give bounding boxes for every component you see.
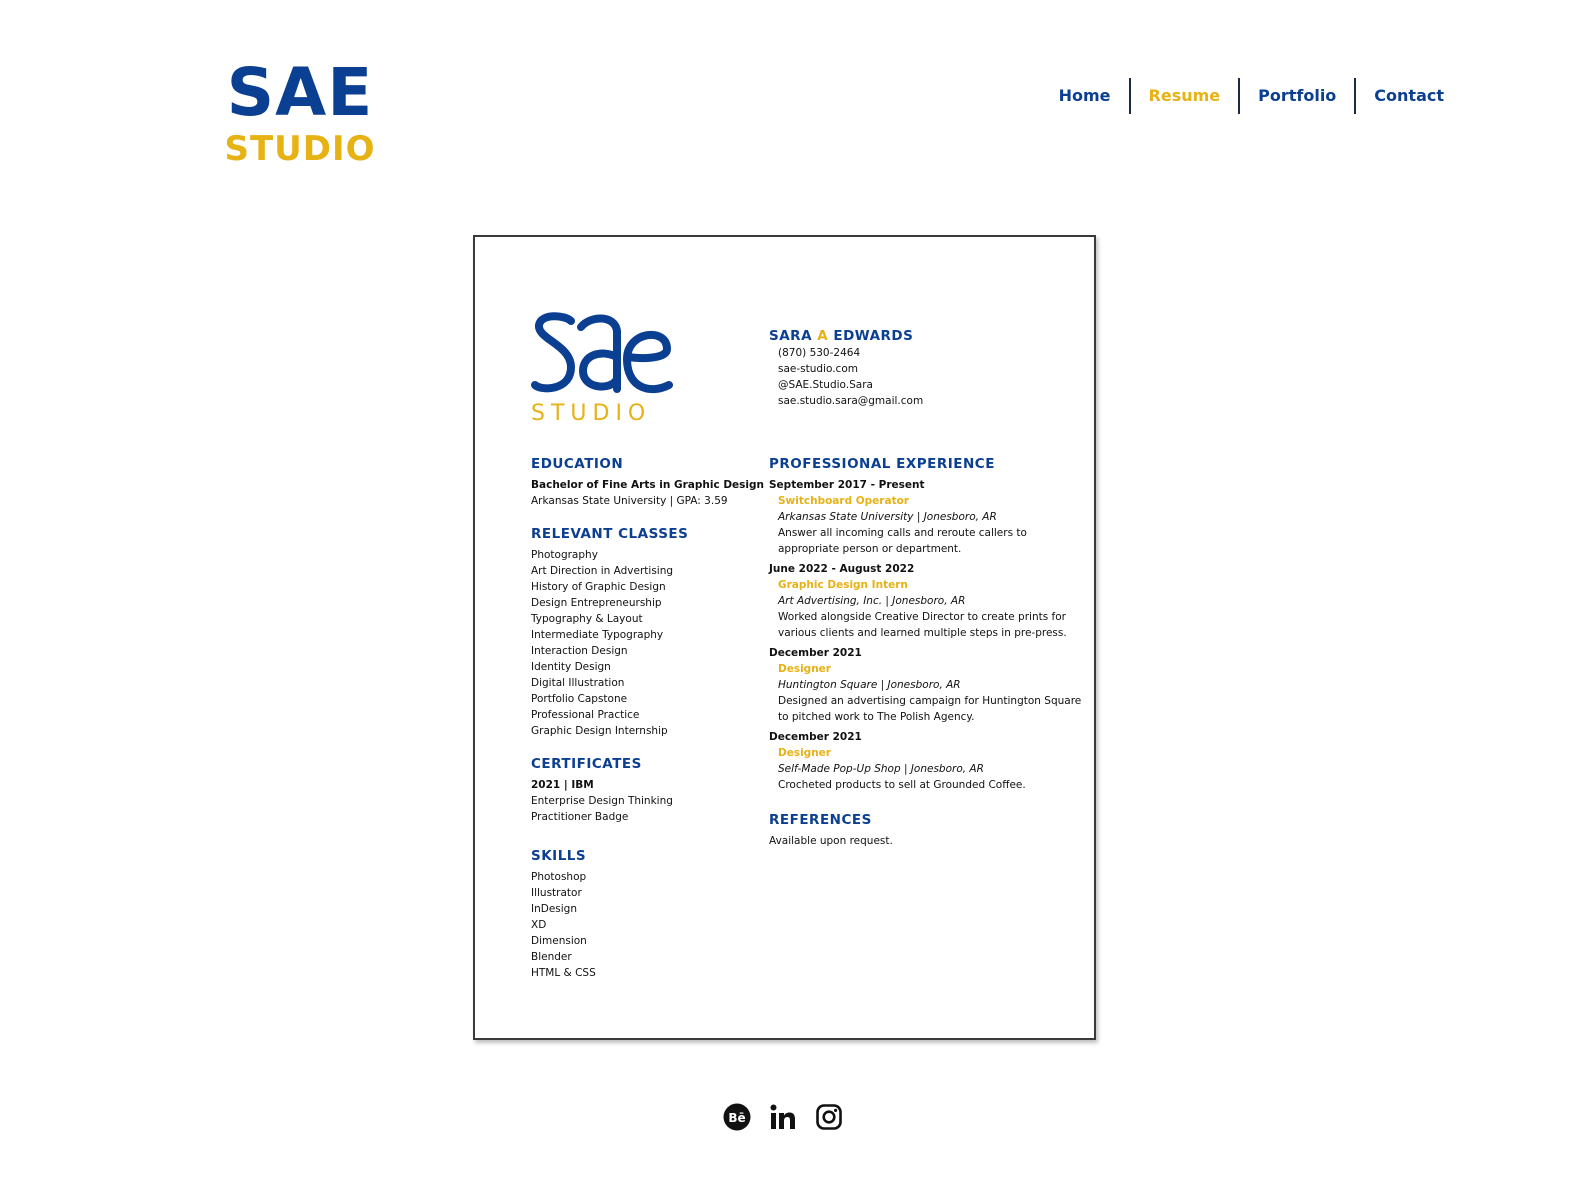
job-desc: Answer all incoming calls and reroute callers to [778,527,1027,539]
certificate-title: 2021 | IBM [531,779,594,791]
certificates-section [531,755,761,825]
job-date: June 2022 - August 2022 [769,563,915,575]
linkedin-icon[interactable] [768,1102,798,1132]
contact-website: sae-studio.com [778,363,858,375]
certificate-line: Practitioner Badge [531,811,629,823]
instagram-icon[interactable] [814,1102,844,1132]
svg-text:Bē: Bē [728,1111,746,1125]
class-item: Identity Design [531,661,611,673]
classes-section [531,525,761,739]
contact-handle: @SAE.Studio.Sara [778,379,873,391]
job-date: September 2017 - Present [769,479,925,491]
job-entry [769,729,1089,793]
resume-logo-studio: STUDIO [531,401,652,426]
job-entry [769,645,1089,725]
skill-item: Illustrator [531,887,582,899]
job-date: December 2021 [769,731,862,743]
education-degree: Bachelor of Fine Arts in Graphic Design [531,479,765,491]
class-item: Design Entrepreneurship [531,597,662,609]
job-desc: to pitched work to The Polish Agency. [778,711,975,723]
resume-logo [531,309,676,426]
skills-section [531,847,761,981]
references-heading: REFERENCES [769,812,872,828]
skill-item: HTML & CSS [531,967,596,979]
name-last: EDWARDS [833,328,914,344]
sae-logo-icon [531,309,673,399]
resume-right-column [769,327,1089,865]
certificate-line: Enterprise Design Thinking [531,795,673,807]
resume-document [473,235,1096,1040]
skill-item: Photoshop [531,871,587,883]
contact-email: sae.studio.sara@gmail.com [778,395,924,407]
job-desc: various clients and learned multiple steps in pre-press. [778,627,1067,639]
nav-portfolio[interactable]: Portfolio [1258,86,1337,105]
job-org: Arkansas State University | Jonesboro, AR [778,511,997,523]
nav-contact[interactable]: Contact [1374,86,1444,105]
job-org: Huntington Square | Jonesboro, AR [778,679,961,691]
class-item: Interaction Design [531,645,628,657]
behance-icon[interactable] [722,1102,752,1132]
job-desc: Crocheted products to sell at Grounded Coffee. [778,779,1026,791]
site-logo[interactable] [220,54,380,169]
references-text: Available upon request. [769,835,893,847]
social-links [722,1102,844,1132]
job-entry [769,561,1089,641]
job-role: Graphic Design Intern [778,579,908,591]
class-item: Photography [531,549,598,561]
class-item: Digital Illustration [531,677,625,689]
resume-name [769,327,1089,345]
certificates-heading: CERTIFICATES [531,756,642,772]
job-desc: Designed an advertising campaign for Huntington Square [778,695,1082,707]
class-item: Professional Practice [531,709,640,721]
name-middle: A [817,328,829,344]
education-school: Arkansas State University | GPA: 3.59 [531,495,728,507]
nav-resume[interactable]: Resume [1148,86,1221,105]
logo-text-studio: STUDIO [224,129,376,169]
class-item: Art Direction in Advertising [531,565,674,577]
class-item: Portfolio Capstone [531,693,628,705]
contact-block [769,327,1089,409]
job-entry [769,477,1089,557]
main-nav [1041,78,1462,114]
experience-heading: PROFESSIONAL EXPERIENCE [769,456,995,472]
skill-item: Blender [531,951,572,963]
job-org: Art Advertising, Inc. | Jonesboro, AR [778,595,966,607]
job-desc: Worked alongside Creative Director to create prints for [778,611,1066,623]
skill-item: Dimension [531,935,587,947]
education-section [531,455,765,509]
class-item: Graphic Design Internship [531,725,668,737]
contact-phone: (870) 530-2464 [778,347,861,359]
job-role: Designer [778,663,831,675]
resume-left-column [531,455,765,997]
job-desc: appropriate person or department. [778,543,962,555]
job-role: Switchboard Operator [778,495,909,507]
job-org: Self-Made Pop-Up Shop | Jonesboro, AR [778,763,984,775]
logo-text-sae: SAE [226,54,374,131]
nav-home[interactable]: Home [1058,86,1111,105]
class-item: Intermediate Typography [531,629,664,641]
name-first: SARA [769,328,813,344]
skill-item: InDesign [531,903,578,915]
education-heading: EDUCATION [531,456,624,472]
job-role: Designer [778,747,831,759]
experience-section [769,455,1089,793]
classes-heading: RELEVANT CLASSES [531,526,689,542]
class-item: Typography & Layout [531,613,643,625]
references-section [769,811,1089,849]
skill-item: XD [531,919,547,931]
job-date: December 2021 [769,647,862,659]
class-item: History of Graphic Design [531,581,666,593]
skills-heading: SKILLS [531,848,587,864]
